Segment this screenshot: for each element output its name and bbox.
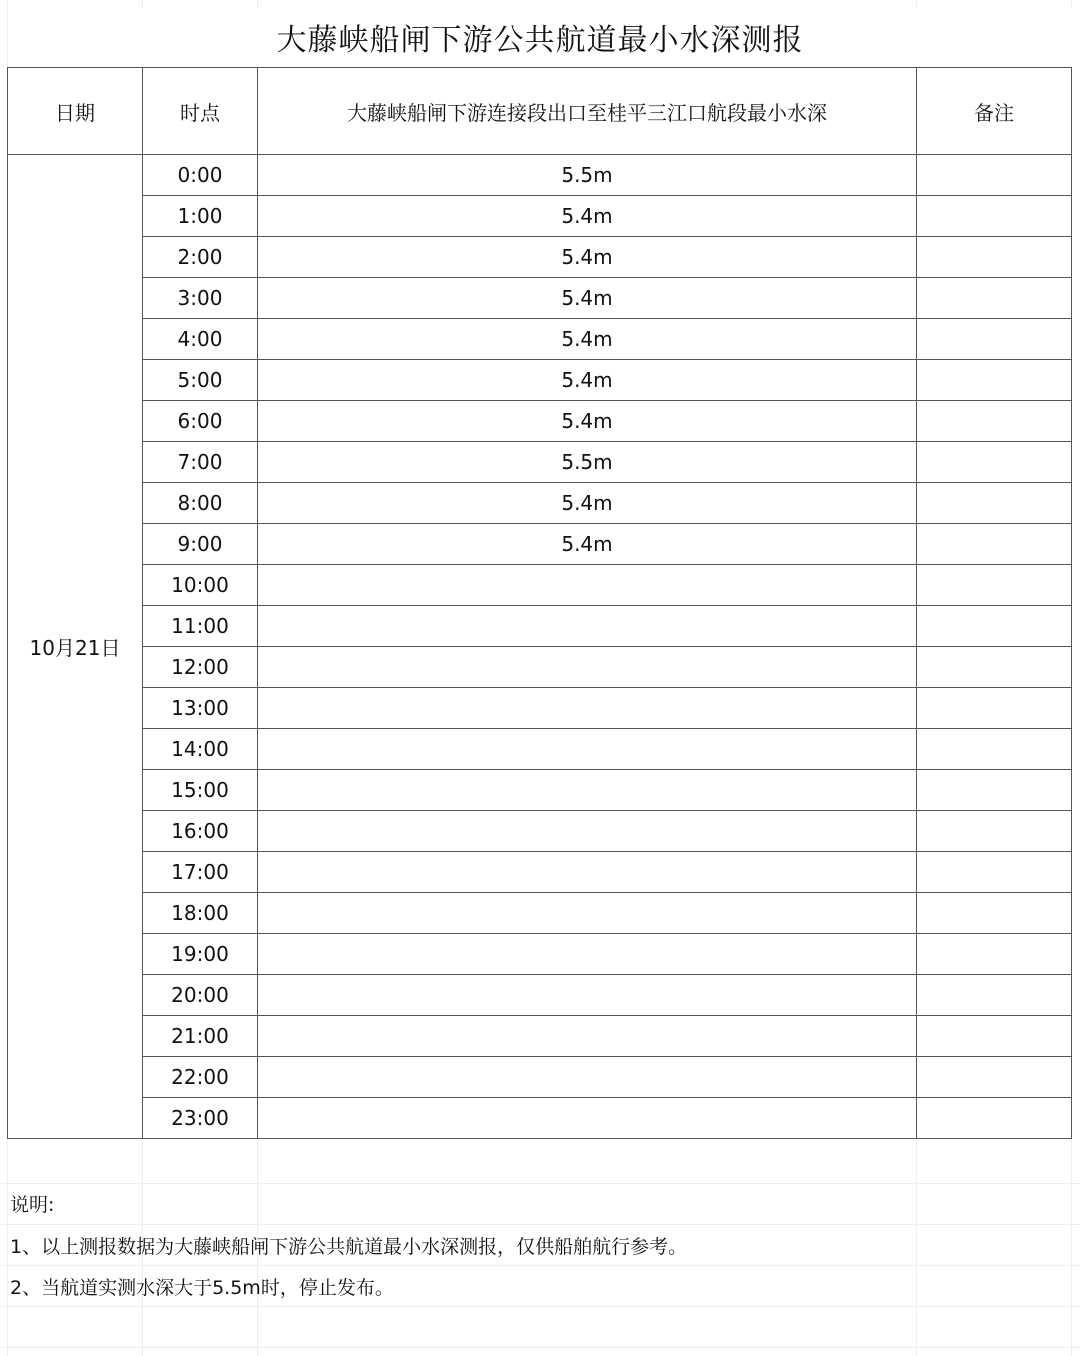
min-depth-cell [258, 729, 917, 770]
min-depth-cell: 5.5m [258, 155, 917, 196]
table-row [8, 319, 1072, 360]
table-row [8, 811, 1072, 852]
report-title: 大藤峡船闸下游公共航道最小水深测报 [8, 8, 1072, 66]
remark-cell [917, 565, 1072, 606]
min-depth-cell: 5.4m [258, 196, 917, 237]
remark-cell [917, 401, 1072, 442]
min-depth-cell [258, 565, 917, 606]
remark-cell [917, 688, 1072, 729]
min-depth-cell: 5.4m [258, 524, 917, 565]
water-depth-table [7, 67, 1072, 1139]
table-row [8, 852, 1072, 893]
min-depth-cell [258, 811, 917, 852]
header-min-depth: 大藤峡船闸下游连接段出口至桂平三江口航段最小水深 [258, 68, 917, 155]
table-row [8, 934, 1072, 975]
time-cell: 13:00 [143, 688, 258, 729]
remark-cell [917, 524, 1072, 565]
min-depth-cell [258, 934, 917, 975]
table-row [8, 647, 1072, 688]
min-depth-cell [258, 852, 917, 893]
remark-cell [917, 729, 1072, 770]
remark-cell [917, 237, 1072, 278]
time-cell: 8:00 [143, 483, 258, 524]
note-item-1: 1、以上测报数据为大藤峡船闸下游公共航道最小水深测报，仅供船舶航行参考。 [10, 1236, 688, 1258]
remark-cell [917, 155, 1072, 196]
table-row [8, 237, 1072, 278]
min-depth-cell [258, 1098, 917, 1139]
table-row [8, 196, 1072, 237]
table-row [8, 483, 1072, 524]
table-row [8, 893, 1072, 934]
time-cell: 20:00 [143, 975, 258, 1016]
table-row [8, 770, 1072, 811]
min-depth-cell [258, 1016, 917, 1057]
remark-cell [917, 606, 1072, 647]
notes-heading: 说明: [10, 1194, 55, 1216]
time-cell: 0:00 [143, 155, 258, 196]
time-cell: 14:00 [143, 729, 258, 770]
table-row [8, 155, 1072, 196]
min-depth-cell: 5.4m [258, 237, 917, 278]
min-depth-cell [258, 975, 917, 1016]
time-cell: 2:00 [143, 237, 258, 278]
remark-cell [917, 196, 1072, 237]
time-cell: 21:00 [143, 1016, 258, 1057]
remark-cell [917, 1057, 1072, 1098]
table-row [8, 1016, 1072, 1057]
min-depth-cell: 5.4m [258, 360, 917, 401]
time-cell: 12:00 [143, 647, 258, 688]
time-cell: 11:00 [143, 606, 258, 647]
table-row [8, 360, 1072, 401]
min-depth-cell: 5.4m [258, 483, 917, 524]
min-depth-cell [258, 647, 917, 688]
remark-cell [917, 811, 1072, 852]
min-depth-cell: 5.4m [258, 278, 917, 319]
header-remark: 备注 [917, 68, 1072, 155]
table-row [8, 975, 1072, 1016]
table-header-row [8, 68, 1072, 155]
time-cell: 17:00 [143, 852, 258, 893]
time-cell: 4:00 [143, 319, 258, 360]
time-cell: 16:00 [143, 811, 258, 852]
table-row [8, 688, 1072, 729]
remark-cell [917, 893, 1072, 934]
min-depth-cell: 5.4m [258, 401, 917, 442]
header-time: 时点 [143, 68, 258, 155]
min-depth-cell [258, 606, 917, 647]
remark-cell [917, 278, 1072, 319]
table-row [8, 1098, 1072, 1139]
table-row [8, 401, 1072, 442]
remark-cell [917, 1016, 1072, 1057]
table-row [8, 278, 1072, 319]
time-cell: 9:00 [143, 524, 258, 565]
table-row [8, 729, 1072, 770]
remark-cell [917, 852, 1072, 893]
remark-cell [917, 360, 1072, 401]
time-cell: 6:00 [143, 401, 258, 442]
min-depth-cell [258, 688, 917, 729]
time-cell: 1:00 [143, 196, 258, 237]
remark-cell [917, 483, 1072, 524]
min-depth-cell [258, 893, 917, 934]
time-cell: 7:00 [143, 442, 258, 483]
min-depth-cell [258, 1057, 917, 1098]
remark-cell [917, 770, 1072, 811]
note-item-2: 2、当航道实测水深大于5.5m时，停止发布。 [10, 1277, 394, 1299]
time-cell: 22:00 [143, 1057, 258, 1098]
time-cell: 15:00 [143, 770, 258, 811]
min-depth-cell: 5.5m [258, 442, 917, 483]
table-row [8, 565, 1072, 606]
time-cell: 3:00 [143, 278, 258, 319]
header-date: 日期 [8, 68, 143, 155]
min-depth-cell [258, 770, 917, 811]
time-cell: 19:00 [143, 934, 258, 975]
table-row [8, 442, 1072, 483]
table-row [8, 606, 1072, 647]
min-depth-cell: 5.4m [258, 319, 917, 360]
remark-cell [917, 319, 1072, 360]
remark-cell [917, 1098, 1072, 1139]
remark-cell [917, 975, 1072, 1016]
remark-cell [917, 647, 1072, 688]
time-cell: 5:00 [143, 360, 258, 401]
time-cell: 23:00 [143, 1098, 258, 1139]
time-cell: 18:00 [143, 893, 258, 934]
remark-cell [917, 442, 1072, 483]
date-cell: 10月21日 [8, 155, 143, 1139]
table-row [8, 524, 1072, 565]
time-cell: 10:00 [143, 565, 258, 606]
table-row [8, 1057, 1072, 1098]
remark-cell [917, 934, 1072, 975]
